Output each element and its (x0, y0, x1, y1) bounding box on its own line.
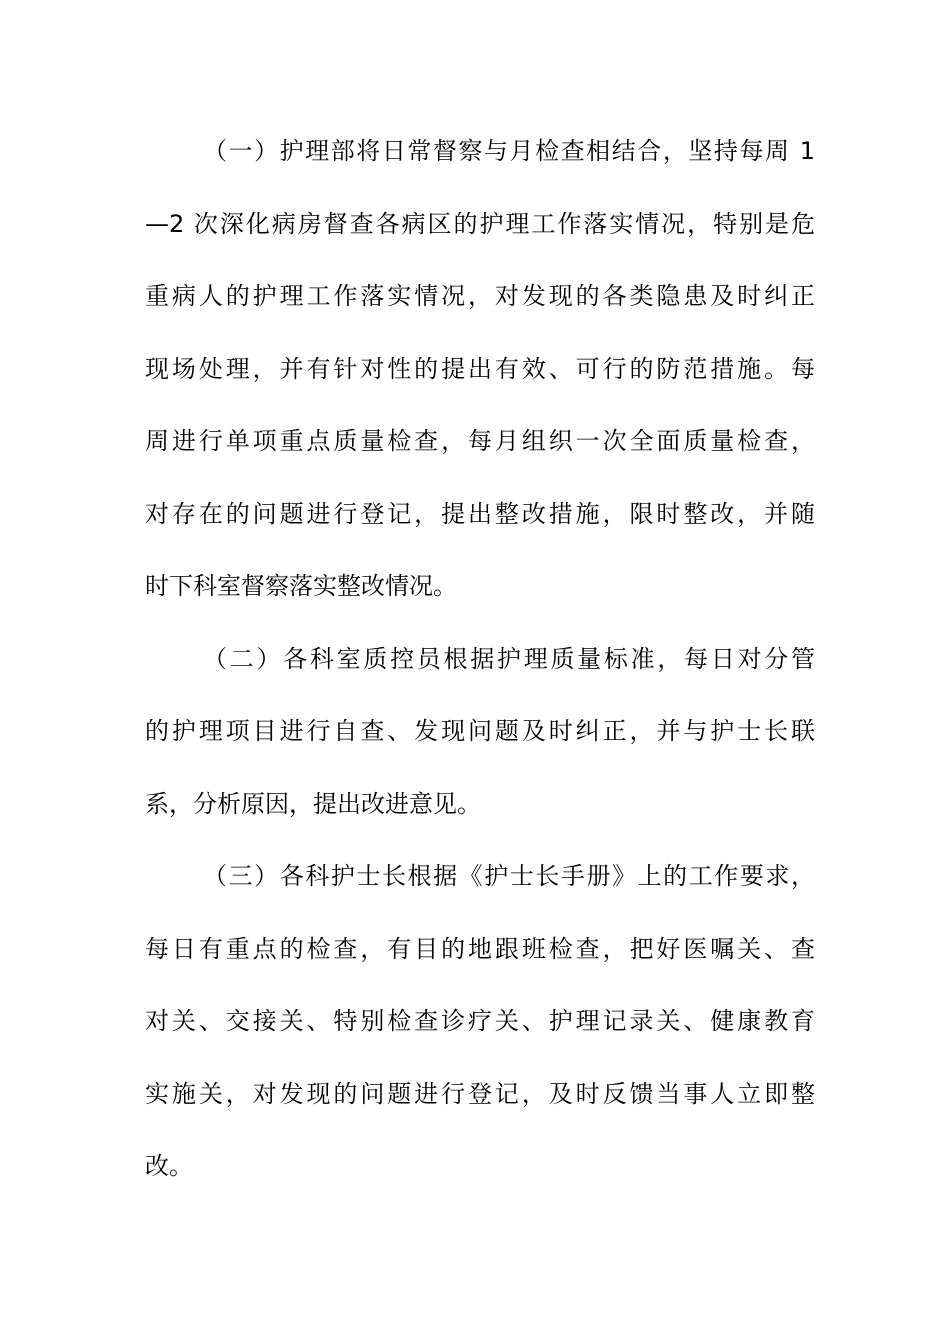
paragraph-line: 时下科室督察落实整改情况。 (145, 572, 457, 600)
paragraph-1 (145, 120, 815, 628)
paragraph-line: 对关、交接关、特别检查诊疗关、护理记录关、健康教育 (145, 1007, 815, 1035)
paragraph-line: 对存在的问题进行登记，提出整改措施，限时整改，并随 (145, 499, 815, 528)
paragraph-line: （二）各科室质控员根据护理质量标准，每日对分管 (203, 644, 815, 673)
paragraph-3 (145, 845, 815, 1208)
paragraph-line: 周进行单项重点质量检查，每月组织一次全面质量检查， (145, 427, 815, 455)
paragraph-line: 的护理项目进行自查、发现问题及时纠正，并与护士长联 (145, 717, 815, 745)
document-body (145, 120, 815, 1208)
paragraph-line: （一）护理部将日常督察与月检查相结合，坚持每周 1 (203, 137, 815, 165)
paragraph-line: 现场处理，并有针对性的提出有效、可行的防范措施。每 (145, 354, 815, 383)
paragraph-line: （三）各科护士长根据《护士长手册》上的工作要求， (203, 862, 815, 890)
paragraph-line: —2 次深化病房督查各病区的护理工作落实情况，特别是危 (145, 209, 815, 238)
paragraph-line: 重病人的护理工作落实情况，对发现的各类隐患及时纠正 (145, 282, 815, 310)
paragraph-line: 每日有重点的检查，有目的地跟班检查，把好医嘱关、查 (145, 934, 815, 963)
paragraph-line: 系，分析原因，提出改进意见。 (145, 789, 481, 818)
paragraph-line: 改。 (145, 1152, 193, 1180)
paragraph-2 (145, 628, 815, 846)
paragraph-line: 实施关，对发现的问题进行登记，及时反馈当事人立即整 (145, 1079, 815, 1108)
